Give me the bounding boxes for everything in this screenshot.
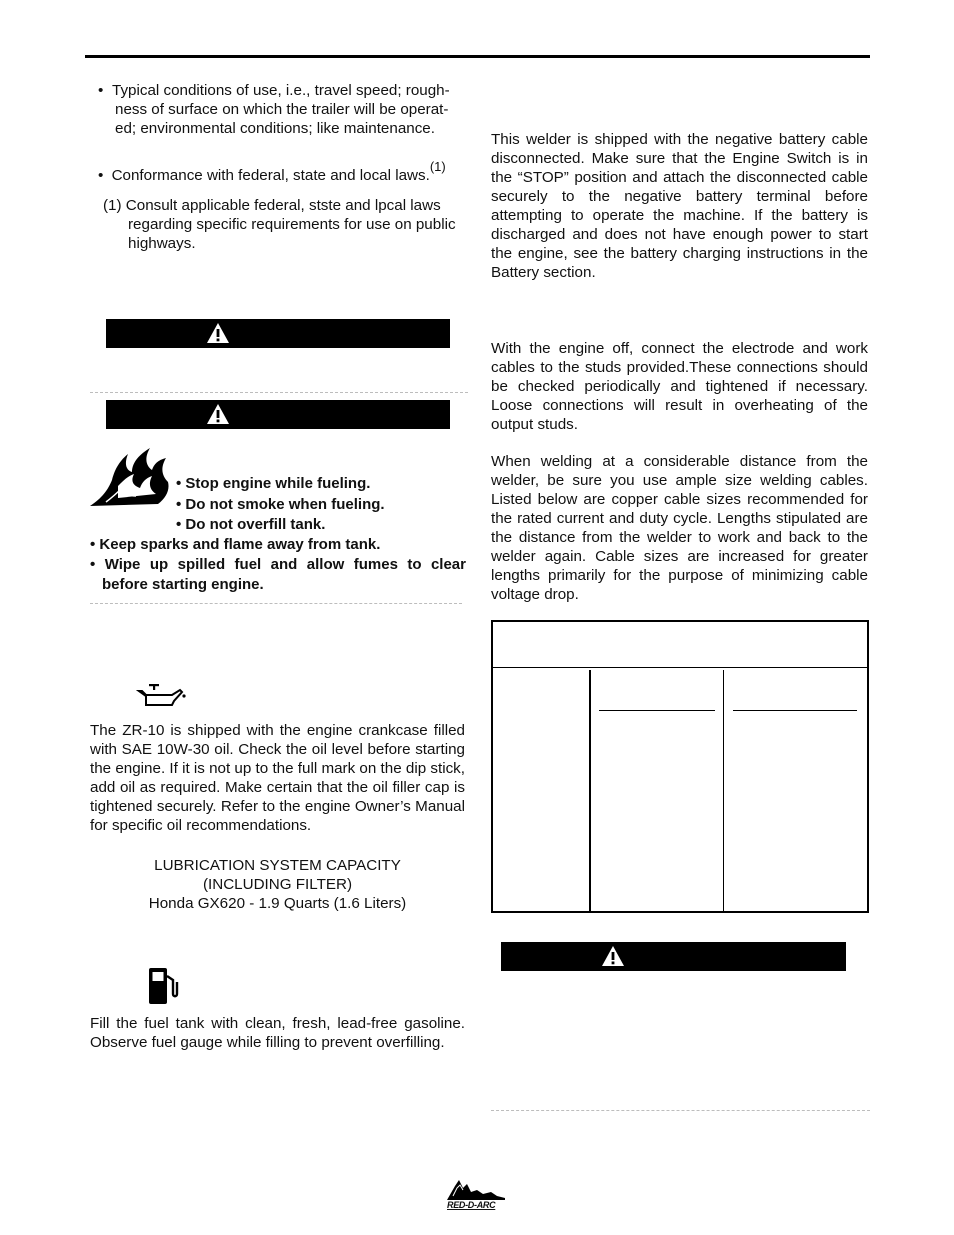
table-subheader-rule: [733, 710, 857, 711]
table-column-divider: [723, 670, 724, 913]
warning-triangle-icon: [601, 945, 625, 967]
table-header-rule: [493, 667, 867, 668]
divider: [90, 603, 462, 604]
bullet-line: ed; environmental conditions; like maintenance.: [115, 120, 435, 137]
divider: [90, 392, 468, 393]
table-subheader-rule: [599, 710, 715, 711]
oil-paragraph: The ZR-10 is shipped with the engine crankcase filled with SAE 10W-30 oil. Check the oil level before starting the engine. If it is not up to the full mark on the dip stick, add oil as required. Make certain that the oil filler cap is tightened securely. Refer to the engine Owner’s Manual for specific oil recommendations.: [90, 722, 465, 834]
conformance-text: Conformance with federal, state and local laws.: [111, 167, 430, 185]
divider: [491, 1110, 870, 1111]
fuel-warning-item: • Wipe up spilled fuel and allow fumes to clear: [90, 556, 466, 573]
table-column-divider: [589, 670, 591, 913]
bullet-conformance: • Conformance with federal, state and local laws.$^{(1)}$: [98, 159, 446, 185]
footnote-line: (1) Consult applicable federal, stste and lpcal laws: [103, 197, 441, 214]
top-rule: [85, 55, 870, 58]
fuel-warning-list-short: [176, 474, 385, 536]
footnote-ref: (1): [429, 159, 446, 174]
cable-size-paragraph: When welding at a considerable distance from the welder, be sure you use ample size welding cables. Listed below are copper cable sizes recommended for the rated current and duty cycle. Lengths stipulated are the distance from the welder to work and back to the welder again. Cable sizes are increased for greater lengths primarily for the purpose of minimizing cable voltage drop.: [491, 453, 868, 603]
lube-line: (INCLUDING FILTER): [202, 876, 353, 893]
cables-paragraph: With the engine off, connect the electrode and work cables to the studs provided.These connections should be checked periodically and tightened if necessary. Loose connections will result in overheating of the output studs.: [491, 340, 868, 433]
warning-triangle-icon: [206, 322, 230, 344]
warning-triangle-icon: [206, 403, 230, 425]
cable-size-table: [491, 620, 869, 913]
fuel-warning-item: • Do not overfill tank.: [176, 516, 326, 533]
warning-banner: [106, 319, 450, 348]
lubrication-capacity: [90, 856, 465, 913]
red-d-arc-logo: [445, 1176, 507, 1212]
fuel-paragraph: Fill the fuel tank with clean, fresh, lead-free gasoline. Observe fuel gauge while filling to prevent overfilling.: [90, 1015, 465, 1051]
fuel-warning-item: • Keep sparks and flame away from tank.: [90, 536, 381, 553]
flame-icon: [88, 446, 172, 508]
fuel-warning-banner: [106, 400, 450, 429]
fuel-warning-item: before starting engine.: [102, 576, 264, 593]
fuel-warning-item: • Do not smoke when fueling.: [176, 495, 385, 513]
oil-can-icon: [136, 683, 188, 709]
footnote: [103, 196, 473, 253]
footnote-line: highways.: [128, 235, 196, 252]
footnote-line: regarding specific requirements for use on public: [128, 216, 456, 233]
fuel-warning-item: • Stop engine while fueling.: [176, 475, 371, 492]
battery-paragraph: This welder is shipped with the negative battery cable disconnected. Make sure that the Engine Switch is in the “STOP” position and attach the disconnected cable securely to the negative battery terminal before attempting to operate the machine. If the battery is discharged and does not have enough power to start the engine, see the battery charging instructions in the Battery section.: [491, 131, 868, 281]
logo-text: RED-D-ARC: [447, 1200, 496, 1210]
logo-mountain-icon: [445, 1176, 507, 1202]
lube-line: Honda GX620 - 1.9 Quarts (1.6 Liters): [148, 895, 407, 912]
fuel-pump-icon: [146, 966, 182, 1006]
lube-line: LUBRICATION SYSTEM CAPACITY: [154, 857, 401, 874]
fuel-warning-list-long: [90, 535, 466, 595]
bullet-line: Typical conditions of use, i.e., travel speed; rough-: [112, 82, 450, 99]
bullet-line: ness of surface on which the trailer will be operat-: [115, 101, 449, 118]
bullet-travel-conditions: • Typical conditions of use, i.e., travel speed; rough- ness of surface on which the trailer will be operat- ed; environmental conditions; like maintenance.: [98, 81, 468, 138]
warning-banner: [501, 942, 846, 971]
